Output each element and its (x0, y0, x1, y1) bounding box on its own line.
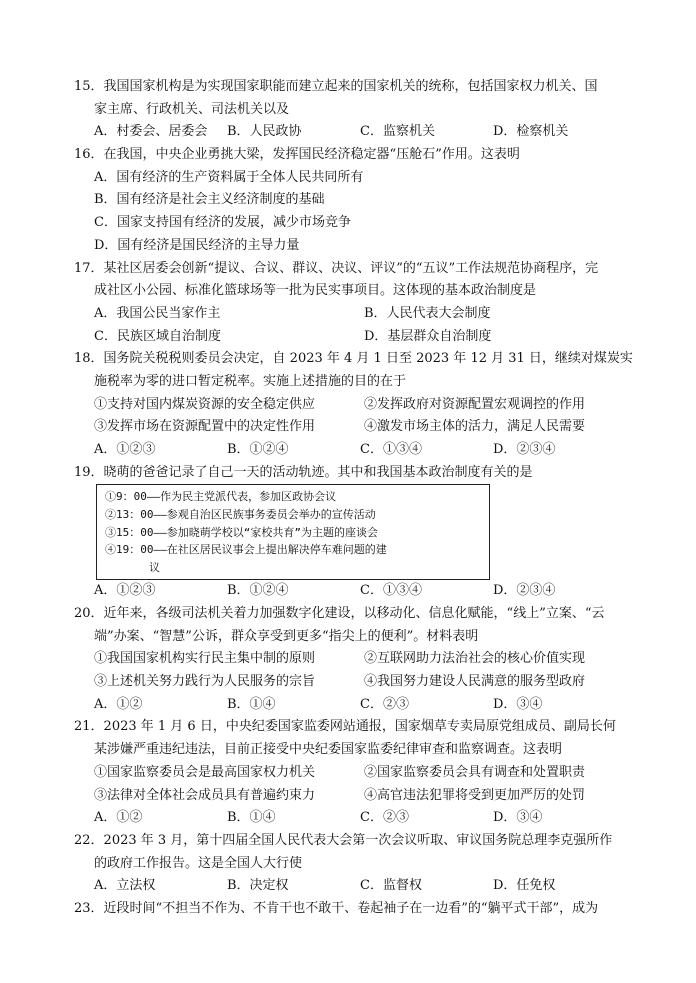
option-c: C．民族区域自治制度 (94, 328, 221, 344)
option-a: A．国有经济的生产资料属于全体人民共同所有 (94, 169, 364, 185)
option-b: B．决定权 (227, 878, 289, 894)
statement-items (74, 785, 634, 808)
question-text: 18．国务院关税税则委员会决定，自 2023 年 4 月 1 日至 2023 年 12 月 31 日，继续对煤炭实 (74, 351, 633, 367)
question-text: 施税率为零的进口暂定税率。实施上述措施的目的在于 (94, 373, 407, 389)
statement-items (74, 416, 634, 439)
answer-options (74, 694, 634, 717)
question-text: 16．在我国，中央企业勇挑大梁，发挥国民经济稳定器“压舱石”作用。这表明 (74, 147, 520, 163)
option-a: A．①②③ (94, 583, 156, 599)
option-d: D．③④ (493, 696, 543, 712)
record-1: ①9：00——作为民主党派代表，参加区政协会议 (105, 490, 337, 504)
question-text: 家主席、行政机关、司法机关以及 (94, 101, 290, 117)
option-b: B．①②④ (227, 442, 289, 457)
option-a: A．①② (94, 810, 143, 826)
record-3: ③15：00——参加晓萌学校以“家校共育”为主题的座谈会 (105, 525, 378, 539)
option-d: D．任免权 (493, 878, 556, 894)
record-2: ②13：00——参观自治区民族事务委员会举办的宣传活动 (105, 507, 376, 521)
record-4-continued: 议 (149, 560, 160, 574)
option-c: C．监察机关 (360, 124, 435, 140)
question-text: 21．2023 年 1 月 6 日，中央纪委国家监委网站通报，国家烟草专卖局原党组成员、副局长何 (74, 719, 616, 735)
question-text: 成社区小公园、标准化篮球场等一批为民实事项目。这体现的基本政治制度是 (94, 283, 537, 299)
statement-2: ②互联网助力法治社会的核心价值实现 (364, 651, 586, 667)
option-b: B．人民代表大会制度 (364, 305, 491, 321)
option-d: D．③④ (493, 810, 543, 826)
statement-3: ③上述机关努力践行为人民服务的宗旨 (94, 674, 316, 690)
question-text: 22．2023 年 3 月，第十四届全国人民代表大会第一次会议听取、审议国务院总理李克强所作 (74, 832, 613, 848)
statement-1: ①国家监察委员会是最高国家权力机关 (94, 764, 316, 780)
statement-items (74, 762, 634, 785)
activity-record-box (96, 484, 490, 580)
statement-items (74, 671, 634, 694)
option-a: A．①②③ (94, 442, 156, 457)
option-a: A．①② (94, 696, 143, 712)
answer-options (74, 326, 634, 349)
option-d: D．②③④ (493, 442, 556, 457)
question-18 (74, 348, 634, 461)
option-c: C．②③ (360, 810, 409, 826)
statement-items (74, 394, 634, 417)
option-c: C．监督权 (360, 878, 422, 894)
question-20 (74, 603, 634, 716)
question-text: 20．近年来，各级司法机关着力加强数字化建设，以移动化、信息化赋能，“线上”立案、“云 (74, 606, 605, 622)
question-text: 某涉嫌严重违纪违法，目前正接受中央纪委国家监委纪律审查和监察调查。这表明 (94, 742, 563, 758)
option-d: D．检察机关 (493, 124, 569, 140)
option-c: C．国家支持国有经济的发展，减少市场竞争 (94, 215, 351, 231)
question-text: 17．某社区居委会创新“提议、合议、群议、决议、评议”的“五议”工作法规范协商程序，完 (74, 260, 599, 276)
statement-items (74, 648, 634, 671)
statement-1: ①支持对国内煤炭资源的安全稳定供应 (94, 396, 316, 412)
option-b: B．国有经济是社会主义经济制度的基础 (94, 192, 325, 208)
question-text: 的政府工作报告。这是全国人大行使 (94, 855, 303, 871)
statement-3: ③法律对全体社会成员具有普遍约束力 (94, 787, 316, 803)
statement-1: ①我国国家机构实行民主集中制的原则 (94, 651, 316, 667)
answer-options (74, 807, 634, 830)
question-15 (74, 76, 634, 144)
statement-3: ③发挥市场在资源配置中的决定性作用 (94, 419, 316, 435)
question-text: 23．近段时间“不担当不作为、不肯干也不敢干、卷起袖子在一边看”的“躺平式干部”，成为 (74, 900, 599, 916)
question-23 (74, 898, 634, 921)
question-text: 端”办案、“智慧”公诉，群众享受到更多“指尖上的便利”。材料表明 (94, 628, 479, 644)
statement-2: ②国家监察委员会具有调查和处置职责 (364, 764, 586, 780)
answer-options (74, 875, 634, 898)
answer-options (74, 439, 634, 462)
option-b: B．①④ (227, 810, 276, 826)
question-17 (74, 258, 634, 349)
option-c: C．①③④ (360, 442, 422, 457)
answer-options (74, 303, 634, 326)
statement-4: ④高官违法犯罪将受到更加严厉的处罚 (364, 787, 586, 803)
statement-4: ④我国努力建设人民满意的服务型政府 (364, 674, 586, 690)
option-a: A．村委会、居委会 (94, 124, 208, 140)
option-d: D．基层群众自治制度 (364, 328, 492, 344)
question-22 (74, 830, 634, 898)
option-b: B．①④ (227, 696, 276, 712)
question-text: 15．我国国家机构是为实现国家职能而建立起来的国家机关的统称，包括国家权力机关、国 (74, 79, 598, 94)
option-c: C．①③④ (360, 583, 422, 599)
answer-options (74, 580, 634, 603)
option-b: B．①②④ (227, 583, 289, 599)
option-c: C．②③ (360, 696, 409, 712)
option-b: B．人民政协 (227, 124, 302, 140)
option-a: A．立法权 (94, 878, 156, 894)
question-text: 19．晓萌的爸爸记录了自己一天的活动轨迹。其中和我国基本政治制度有关的是 (74, 464, 533, 480)
answer-options (74, 121, 634, 144)
statement-4: ④激发市场主体的活力，满足人民需要 (364, 419, 586, 435)
option-d: D．国有经济是国民经济的主导力量 (94, 237, 300, 253)
record-4: ④19：00——在社区居民议事会上提出解决停车难问题的建 (105, 543, 387, 557)
exam-page (74, 76, 634, 921)
option-d: D．②③④ (493, 583, 556, 599)
statement-2: ②发挥政府对资源配置宏观调控的作用 (364, 396, 586, 412)
option-a: A．我国公民当家作主 (94, 305, 221, 321)
question-16 (74, 144, 634, 257)
question-19 (74, 462, 634, 603)
question-21 (74, 716, 634, 829)
